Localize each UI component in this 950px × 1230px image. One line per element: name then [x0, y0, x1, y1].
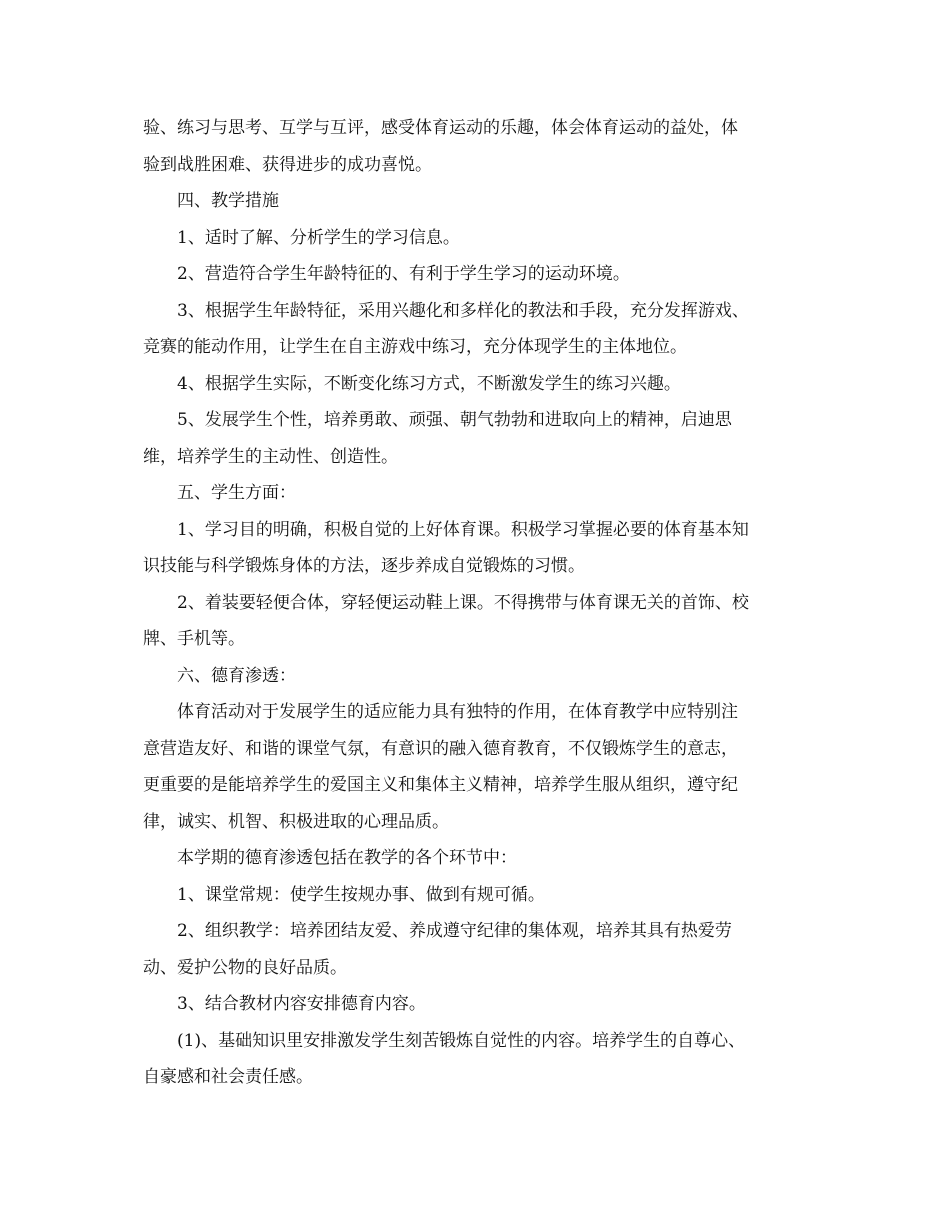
- text-line: 4、根据学生实际，不断变化练习方式，不断激发学生的练习兴趣。: [177, 373, 681, 394]
- text-line: 竞赛的能动作用，让学生在自主游戏中练习，充分体现学生的主体地位。: [143, 337, 687, 357]
- text-line: 动、爱护公物的良好品质。: [143, 957, 347, 978]
- text-line: 2、着装要轻便合体，穿轻便运动鞋上课。不得携带与体育课无关的首饰、校: [177, 592, 749, 613]
- text-line: 识技能与科学锻炼身体的方法，逐步养成自觉锻炼的习惯。: [143, 556, 585, 576]
- section-heading: 五、学生方面：: [177, 483, 296, 503]
- text-line: 更重要的是能培养学生的爱国主义和集体主义精神，培养学生服从组织，遵守纪: [143, 775, 738, 795]
- section-heading: 六、德育渗透：: [177, 665, 296, 686]
- text-line: 牌、手机等。: [143, 629, 245, 649]
- text-line: 维，培养学生的主动性、创造性。: [143, 446, 398, 467]
- text-line: 体育活动对于发展学生的适应能力具有独特的作用，在体育教学中应特别注: [177, 702, 738, 722]
- text-line: (1)、基础知识里安排激发学生刻苦锻炼自觉性的内容。培养学生的自尊心、: [177, 1030, 746, 1051]
- text-line: 2、组织教学：培养团结友爱、养成遵守纪律的集体观，培养其具有热爱劳: [177, 921, 732, 941]
- section-heading: 四、教学措施: [177, 191, 279, 211]
- text-line: 3、根据学生年龄特征，采用兴趣化和多样化的教法和手段，充分发挥游戏、: [177, 300, 749, 321]
- text-line: 5、发展学生个性，培养勇敢、顽强、朝气勃勃和进取向上的精神，启迪思: [177, 410, 732, 430]
- text-line: 3、结合教材内容安排德育内容。: [177, 994, 426, 1014]
- text-line: 验、练习与思考、互学与互评，感受体育运动的乐趣，体会体育运动的益处，体: [143, 118, 738, 138]
- text-line: 验到战胜困难、获得进步的成功喜悦。: [143, 154, 432, 175]
- text-line: 自豪感和社会责任感。: [143, 1067, 313, 1087]
- document-body: [143, 113, 803, 1099]
- text-line: 本学期的德育渗透包括在教学的各个环节中：: [177, 848, 517, 868]
- text-line: 1、适时了解、分析学生的学习信息。: [177, 227, 460, 248]
- text-line: 律，诚实、机智、积极进取的心理品质。: [143, 811, 449, 832]
- text-line: 1、学习目的明确，积极自觉的上好体育课。积极学习掌握必要的体育基本知: [177, 519, 749, 540]
- text-line: 1、课堂常规：使学生按规办事、做到有规可循。: [177, 884, 545, 905]
- text-line: 意营造友好、和谐的课堂气氛，有意识的融入德育教育，不仅锻炼学生的意志，: [143, 738, 738, 759]
- text-line: 2、营造符合学生年龄特征的、有利于学生学习的运动环境。: [177, 264, 630, 284]
